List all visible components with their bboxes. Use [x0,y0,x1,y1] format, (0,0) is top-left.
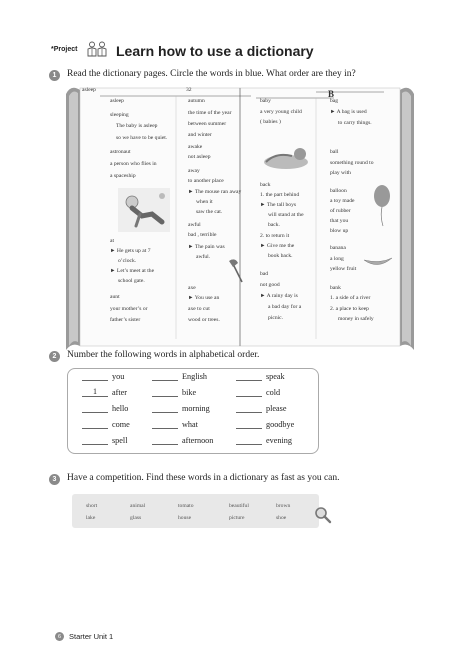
search-word: animal [130,503,146,509]
entry-line: that you [330,218,349,224]
entry-line: of rubber [330,208,351,214]
entry-line: awful. [196,254,211,260]
entry-line: to another place [188,178,224,184]
word: please [266,404,287,413]
entry-line: ► Let’s meet at the [110,268,155,274]
banana-picture [362,254,394,268]
order-blank[interactable] [236,387,262,397]
entry-line: ► The tall boys [260,202,297,208]
word: afternoon [182,436,214,445]
entry-line: so we have to be quiet. [116,135,168,141]
entry-line: ► The mouse ran away [188,189,242,195]
search-word: picture [229,515,245,521]
entry-line: not good [260,282,280,288]
entry-line: ► The pain was [188,244,225,250]
order-blank[interactable] [152,403,178,413]
search-word: house [178,515,192,521]
entry-away: away [188,168,200,174]
word: bike [182,388,197,397]
word: after [112,388,127,397]
order-blank[interactable] [236,435,262,445]
word: cold [266,388,281,397]
entry-line: ► He gets up at 7 [110,248,151,254]
page-number-badge: 6 [55,632,64,641]
entry-line: ► A rainy day is [260,293,298,299]
entry-at: at [110,238,115,244]
section-1-instruction: Read the dictionary pages. Circle the words in blue. What order are they in? [67,69,356,79]
order-blank-filled[interactable]: 1 [82,387,108,397]
entry-line: ► A bag is used [330,109,367,115]
entry-line: father’s sister [110,317,141,323]
word: morning [182,404,210,413]
entry-bag: bag [330,98,339,104]
entry-line: sleeping [110,112,129,118]
entry-awful: awful [188,222,201,228]
entry-line: will stand at the [268,212,304,218]
section-number-3: 3 [49,474,60,485]
word: hello [112,404,129,413]
page-number: 32 [186,87,192,93]
word: English [182,372,208,381]
entry-line: 2. a place to keep [330,306,369,312]
entry-line: your mother’s or [110,306,148,312]
order-blank[interactable] [152,419,178,429]
order-blank[interactable] [152,371,178,381]
entry-line: ► Give me the [260,243,295,249]
entry-baby: baby [260,98,271,104]
word: evening [266,436,292,445]
entry-autumn: autumn [188,98,205,104]
entry-line: picnic. [268,315,284,321]
entry-line: a spaceship [110,173,136,179]
entry-line: money in safely [338,316,374,322]
entry-line: saw the cat. [196,209,223,215]
entry-line: ( babies ) [260,119,281,125]
entry-bank: bank [330,285,341,291]
magnifier-icon [314,506,332,524]
section-3-instruction: Have a competition. Find these words in a dictionary as fast as you can. [67,473,340,483]
page-title: Learn how to use a dictionary [116,43,314,59]
word: goodbye [266,420,295,429]
entry-line: blow up [330,228,349,234]
search-word: lake [86,515,96,521]
word: spell [112,436,128,445]
entry-line: to carry things. [338,120,372,126]
entry-awake: awake [188,144,203,150]
entry-line: axe to cut [188,306,210,312]
entry-line: book back. [268,253,293,259]
word: what [182,420,198,429]
unit-label: Starter Unit 1 [69,632,114,641]
word: come [112,420,130,429]
entry-axe: axe [188,285,196,291]
entry-line: wood or trees. [188,317,220,323]
section-number-1: 1 [49,70,60,81]
word-order-table [67,368,319,454]
entry-line: play with [330,170,351,176]
entry-banana: banana [330,245,346,251]
entry-line: when it [196,199,213,205]
project-label: *Project [51,46,78,53]
axe-picture [226,258,248,284]
search-word: short [86,503,98,509]
search-word: glass [130,515,142,521]
section-number-2: 2 [49,351,60,362]
order-blank[interactable] [82,371,108,381]
entry-line: bad , terrible [188,232,217,238]
children-reading-icon [86,41,108,57]
entry-balloon: balloon [330,188,347,194]
word: speak [266,372,285,381]
search-words-strip [72,494,319,528]
order-blank[interactable] [82,403,108,413]
entry-line: o’clock. [118,258,137,264]
entry-line: 2. to return it [260,233,290,239]
entry-line: a person who flies in [110,161,157,167]
section-letter: B [328,89,335,99]
entry-back: back [260,182,271,188]
entry-line: 1. the part behind [260,192,300,198]
order-blank[interactable] [236,403,262,413]
entry-line: school gate. [118,278,145,284]
dictionary-pages [66,84,414,352]
entry-line: a toy made [330,198,355,204]
astronaut-picture [118,188,170,232]
entry-line: ► You use an [188,295,220,301]
entry-astronaut: astronaut [110,149,131,155]
baby-picture [260,144,312,172]
entry-bad: bad [260,271,269,277]
section-2-instruction: Number the following words in alphabetical order. [67,350,260,360]
entry-line: The baby is asleep [116,123,158,129]
order-blank[interactable] [152,435,178,445]
entry-line: a bad day for a [268,304,302,310]
order-blank[interactable] [82,419,108,429]
entry-line: not asleep [188,154,211,160]
entry-line: something round to [330,160,374,166]
word: you [112,372,125,381]
entry-line: and winter [188,132,212,138]
entry-line: a very young child [260,109,302,115]
search-word: brown [276,503,291,509]
entry-line: between summer [188,121,227,127]
order-blank[interactable] [82,435,108,445]
entry-line: 1. a side of a river [330,295,371,301]
entry-line: a long [330,256,344,262]
order-blank[interactable] [236,371,262,381]
search-word: shoe [276,515,287,521]
entry-line: yellow fruit [330,266,357,272]
entry-aunt: aunt [110,294,120,300]
entry-ball: ball [330,149,339,155]
search-word: beautiful [229,503,249,509]
order-blank[interactable] [152,387,178,397]
search-word: tomato [178,503,194,509]
order-blank[interactable] [236,419,262,429]
entry-asleep: asleep [110,98,124,104]
entry-line: the time of the year [188,110,232,116]
guide-word: asleep [82,87,96,93]
balloon-picture [372,184,392,228]
entry-line: back. [268,222,280,228]
